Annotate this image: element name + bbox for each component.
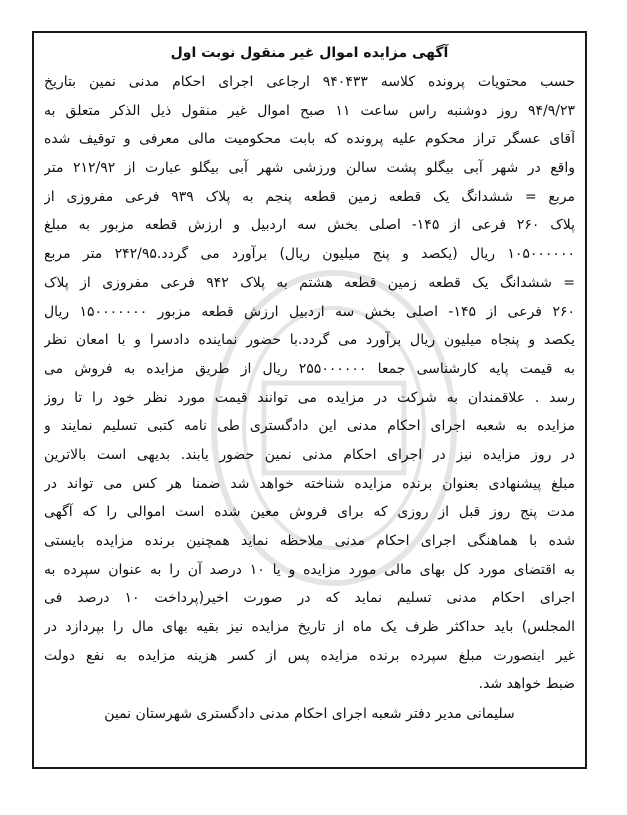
notice-line: مزایده به شعبه اجرای احکام مدنی این دادگستری طی نامه کتبی تسلیم نمایند و	[44, 418, 575, 435]
notice-frame	[32, 31, 587, 769]
notice-line: به اقتضای مورد کل بهای مالی مورد مزایده و یا ۱۰ درصد آن را به عنوان سپرده به	[44, 561, 575, 578]
notice-body	[44, 68, 575, 699]
notice-signature: سلیمانی مدیر دفتر شعبه اجرای احکام مدنی دادگستری شهرستان نمین	[104, 706, 515, 723]
notice-line: اجرای احکام مدنی تسلیم نماید که در صورت اخیر(پرداخت ۱۰ درصد فی	[44, 590, 575, 607]
notice-line: واقع در شهر آبی بیگلو پشت سالن ورزشی شهر آبی بیگلو عبارت از ۲۱۲/۹۲ متر	[44, 160, 575, 177]
notice-line: آقای عسگر تراز محکوم علیه پرونده که بابت محکومیت مالی معرفی و توقیف شده	[44, 131, 575, 148]
notice-line: مربع = ششدانگ یک قطعه زمین قطعه پنجم به پلاک ۹۳۹ فرعی مفروزی از	[44, 188, 575, 205]
notice-line: به قیمت پایه کارشناسی جمعا ۲۵۵۰۰۰۰۰۰ ریال از طریق مزایده به فروش می	[44, 360, 575, 377]
notice-line: حسب محتویات پرونده کلاسه ۹۴۰۴۳۳ ارجاعی اجرای احکام مدنی نمین بتاریخ	[44, 74, 575, 90]
notice-line: مدت پنج روز قبل از روزی که برای فروش معین شده است اموالی را که آگهی	[44, 504, 575, 521]
notice-line: ضبط خواهد شد.	[478, 676, 575, 693]
notice-line: = ششدانگ یک قطعه زمین قطعه هشتم به پلاک ۹۴۲ فرعی مفروزی از پلاک	[44, 274, 575, 291]
notice-line: شده با هماهنگی اجرای احکام مدنی ملاحظه نماید همچنین برنده مزایده بایستی	[44, 533, 575, 549]
notice-line: غیر اینصورت مبلغ سپرده برنده مزایده پس از کسر هزینه مزایده به نفع دولت	[44, 647, 575, 664]
notice-line: ۹۴/۹/۲۳ روز دوشنبه راس ساعت ۱۱ صبح اموال غیر منقول ذیل الذکر متعلق به	[44, 102, 575, 119]
notice-line: المجلس) باید حداکثر ظرف یک ماه از تاریخ مزایده نیز بقیه بهای مال را بپردازد در	[44, 619, 575, 636]
notice-line: رسد . علاقمندان به شرکت در مزایده می توانند قیمت مورد نظر خود را تا روز	[44, 389, 575, 406]
notice-line: مبلغ پیشنهادی بعنوان برنده مزایده شناخته خواهد شد ضمنا هر کس می تواند در	[44, 475, 575, 492]
notice-line: ۱۰۵۰۰۰۰۰۰ ریال (یکصد و پنج میلیون ریال) برآورد می گردد.۲۴۲/۹۵ متر مربع	[44, 246, 575, 263]
notice-line: در روز مزایده نیز در اجرای احکام مدنی نمین حضور یابند. بدیهی است بالاترین	[44, 446, 575, 463]
notice-title: آگهی مزایده اموال غیر منقول نوبت اول	[170, 45, 449, 61]
notice-line: پلاک ۲۶۰ فرعی از ۱۴۵- اصلی بخش سه اردبیل و ارزش قطعه مزبور به مبلغ	[44, 217, 575, 234]
notice-line: یکصد و پنجاه میلیون ریال برآورد می گردد.با حضور نماینده دادسرا و با امعان نظر	[44, 332, 575, 349]
notice-line: ۲۶۰ فرعی از ۱۴۵- اصلی بخش سه اردبیل ارزش قطعه مزبور ۱۵۰۰۰۰۰۰۰ ریال	[44, 303, 575, 320]
